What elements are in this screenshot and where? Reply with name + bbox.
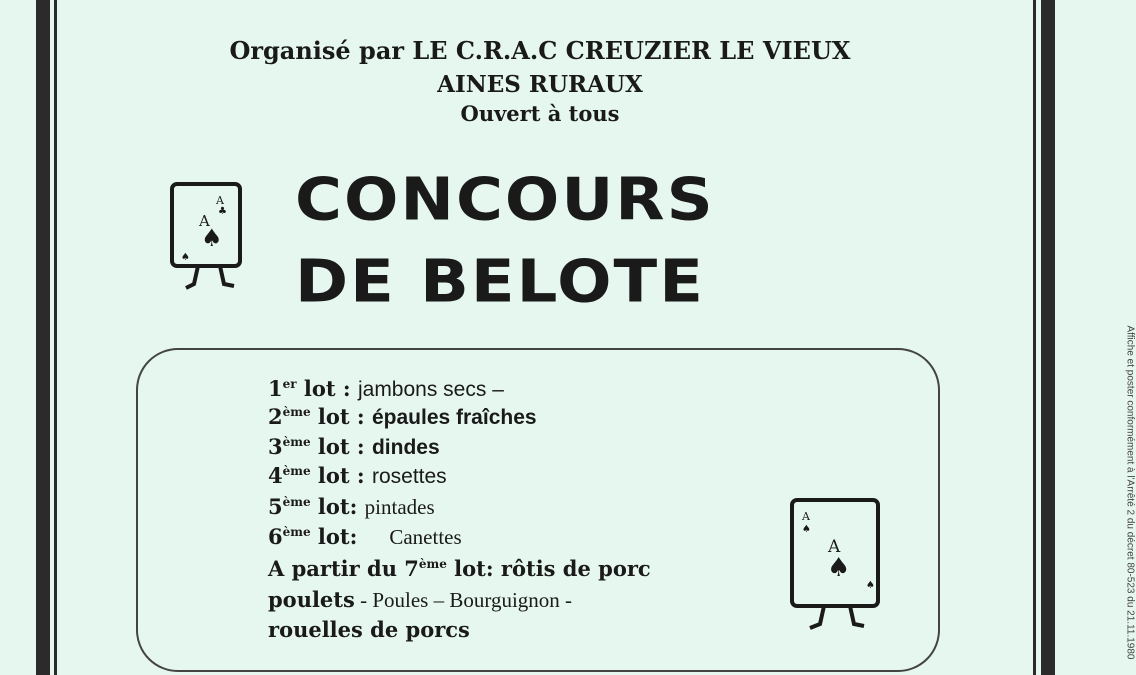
svg-text:♠: ♠ (181, 252, 190, 263)
title-line-1: CONCOURS (295, 165, 715, 235)
prize-row-extra: rouelles de porcs (268, 617, 470, 642)
legal-notice: Affiche et poster conformément à l'Arrêté 2 du décret 80-523 du 21.11.1980 (1124, 325, 1136, 660)
card-rank-top: A (802, 510, 810, 523)
card-rank-center: A (199, 212, 210, 230)
prize-row: 2ème lot : épaules fraîches (268, 404, 537, 429)
prize-row: 1er lot : jambons secs – (268, 376, 504, 401)
card-rank-center: A (828, 537, 841, 557)
prize-row-extra: A partir du 7ème lot: rôtis de porc (268, 556, 651, 581)
ace-of-spades-card-icon (788, 496, 888, 638)
prize-row-extra: poulets - Poules – Bourguignon - (268, 587, 573, 612)
audience-line: Ouvert à tous (460, 101, 620, 126)
svg-text:♠: ♠ (802, 524, 811, 535)
svg-text:♠: ♠ (201, 224, 223, 252)
card-rank-top: A (216, 194, 224, 207)
title-line-2: DE BELOTE (295, 247, 705, 317)
organizer-line: Organisé par LE C.R.A.C CREUZIER LE VIEUX (229, 36, 851, 65)
prize-row: 5ème lot: pintades (268, 494, 435, 519)
svg-text:♣: ♣ (218, 206, 227, 217)
prize-row: 4ème lot : rosettes (268, 463, 447, 488)
svg-text:♠: ♠ (827, 553, 851, 583)
ace-of-spades-card-icon (168, 180, 260, 302)
prize-row: 3ème lot : dindes (268, 434, 440, 459)
prize-row: 6ème lot: Canettes (268, 524, 462, 549)
group-line: AINES RURAUX (437, 71, 643, 98)
svg-text:♠: ♠ (866, 580, 875, 591)
